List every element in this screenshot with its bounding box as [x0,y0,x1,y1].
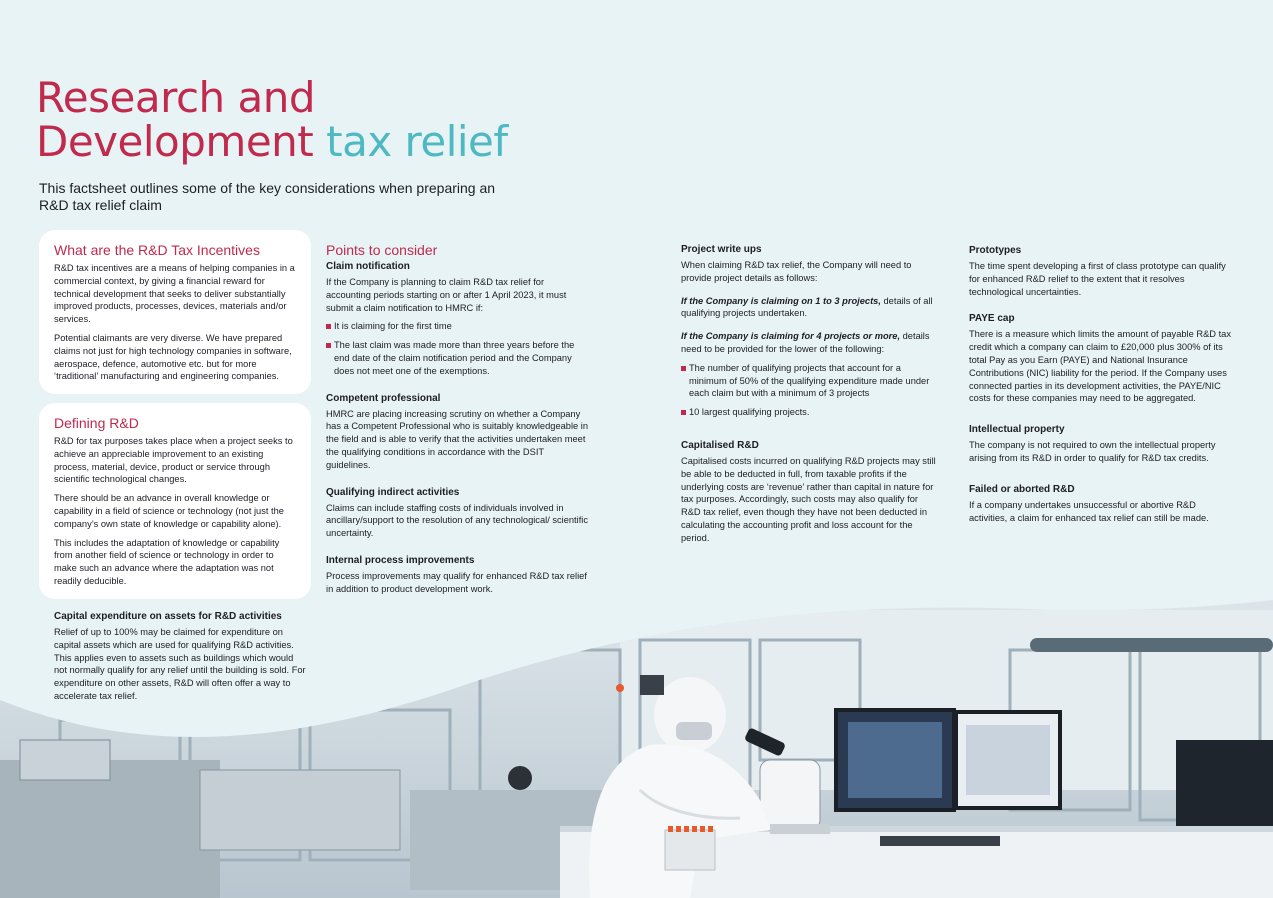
section-heading: Qualifying indirect activities [326,486,460,498]
title-accent: tax relief [326,117,508,166]
section-heading: Prototypes [969,245,1022,256]
case-1-lead: If the Company is claiming on 1 to 3 projects, [681,295,881,306]
card-heading: What are the R&D Tax Incentives [54,242,260,258]
section-heading: Failed or aborted R&D [969,483,1075,495]
section-claim-notification [326,260,588,378]
column-points-to-consider [326,242,588,608]
section-heading: PAYE cap [969,313,1015,325]
section-heading: Capitalised R&D [681,439,759,451]
section-heading: Competent professional [326,392,441,404]
card-defining-rd [39,403,311,599]
case-2-lead: If the Company is claiming for 4 projects or more, [681,331,901,342]
page-title [36,73,508,166]
section-body: If a company undertakes unsuccessful or abortive R&D activities, a claim for enhanced tax relief can still be made. [969,499,1209,523]
column-project-write-ups [681,243,939,557]
section-body: HMRC are placing increasing scrutiny on whether a Company has a Competent Professional who is suitably knowledgeable in the field and is able to verify that the activities undertaken meet the qualifying conditions in accordance with the DSIT guidelines. [326,408,589,470]
section-body: Capitalised costs incurred on qualifying R&D projects may still be able to be deducted in full, from taxable profits if the underlying costs are ‘revenue’ rather than capital in nature for tax purposes. Accordingly, such costs may also qualify for R&D tax relief, even though they have not been deducted in calculating the accounting profit and loss account for the period. [681,455,936,543]
section-capitalised-rd [681,439,939,545]
section-body: If the Company is planning to claim R&D tax relief for accounting periods starting on or after 1 April 2023, it must submit a claim notification to HMRC if: [326,277,567,313]
section-body: The time spent developing a first of class prototype can qualify for enhanced R&D relief to the extent that it resolves technological uncertainties. [969,261,1226,297]
section-heading: Project write ups [681,244,762,255]
section-project-write-ups [681,243,939,419]
section-body: When claiming R&D tax relief, the Company will need to provide project details as follows: [681,260,912,283]
bullet-item: It is claiming for the first time [326,320,588,333]
section-internal-process [326,554,588,596]
section-body: The company is not required to own the intellectual property arising from its R&D in order to qualify for R&D tax credits. [969,440,1216,463]
card-paragraph: R&D tax incentives are a means of helping companies in a commercial context, by giving a financial reward for technical development that seeks to deliver substantially improved products, processes, devices, materials and/or services. [54,263,295,325]
title-line-1: Research and [36,73,316,122]
section-intellectual-property [969,423,1231,465]
section-heading: Internal process improvements [326,554,475,566]
section-heading: Intellectual property [969,424,1065,436]
card-paragraph: Potential claimants are very diverse. We have prepared claims not just for high technology companies in software, aerospace, defence, automotive etc. but for more ‘traditional’ manufacturing and engineering companies. [54,332,292,382]
card-rd-incentives [39,230,311,394]
card-paragraph: This includes the adaptation of knowledge or capability from another field of science or technology in order to make such an advance where the adaptation was not readily deducible. [54,537,280,586]
card-paragraph: There should be an advance in overall knowledge or capability in a field of science or technology (not just the company’s own state of knowledge or capability alone). [54,493,284,529]
section-heading: Claim notification [326,261,410,272]
case-2 [681,330,939,356]
column-heading: Points to consider [326,242,438,258]
bullet-item: The last claim was made more than three years before the end date of the claim notification period and the Company does not meet one of the exemptions. [326,339,588,377]
card-paragraph: R&D for tax purposes takes place when a project seeks to achieve an appreciable improvement to an existing process, material, device, product or service through scientific technological changes. [54,436,293,485]
case-1-rest: details of all qualifying projects undertaken. [681,295,933,319]
bullet-item: 10 largest qualifying projects. [681,406,939,419]
page-subtitle: This factsheet outlines some of the key considerations when preparing an R&D tax relief claim [39,180,496,213]
section-prototypes [969,244,1231,298]
section-body: Relief of up to 100% may be claimed for expenditure on capital assets which are used for qualifying R&D activities. This applies even to assets such as buildings which would not normally qualify for any relief until the building is sold. For expenditure on other assets, R&D will often offer a way to accelerate tax relief. [54,627,306,701]
title-line-2: Development [36,117,314,166]
section-heading: Capital expenditure on assets for R&D activities [54,611,282,622]
section-body: There is a measure which limits the amount of payable R&D tax credit which a company can claim to £20,000 plus 300% of its total Pay as you Earn (PAYE) and National Insurance Contributions (NIC) liability for the period. If the Company uses connected parties in its development activities, the PAYE/NIC costs for these companies may need to be aggregated. [969,329,1231,404]
bullet-item: The number of qualifying projects that account for a minimum of 50% of the qualifying expenditure made under each claim but with a minimum of 3 projects [681,362,939,400]
case-2-rest: details need to be provided for the lower of the following: [681,331,930,354]
case-1 [681,295,939,321]
section-body: Process improvements may qualify for enhanced R&D tax relief in addition to product development work. [326,570,587,594]
section-body: Claims can include staffing costs of individuals involved in ancillary/support to the resolution of any technological/ scientific uncertainty. [326,502,589,539]
column-other-considerations [969,244,1231,536]
section-competent-professional [326,392,588,472]
section-paye-cap [969,312,1231,405]
section-qualifying-indirect [326,486,588,540]
section-failed-aborted [969,483,1231,525]
card-heading: Defining R&D [54,415,139,431]
section-capital-expenditure [54,610,306,709]
